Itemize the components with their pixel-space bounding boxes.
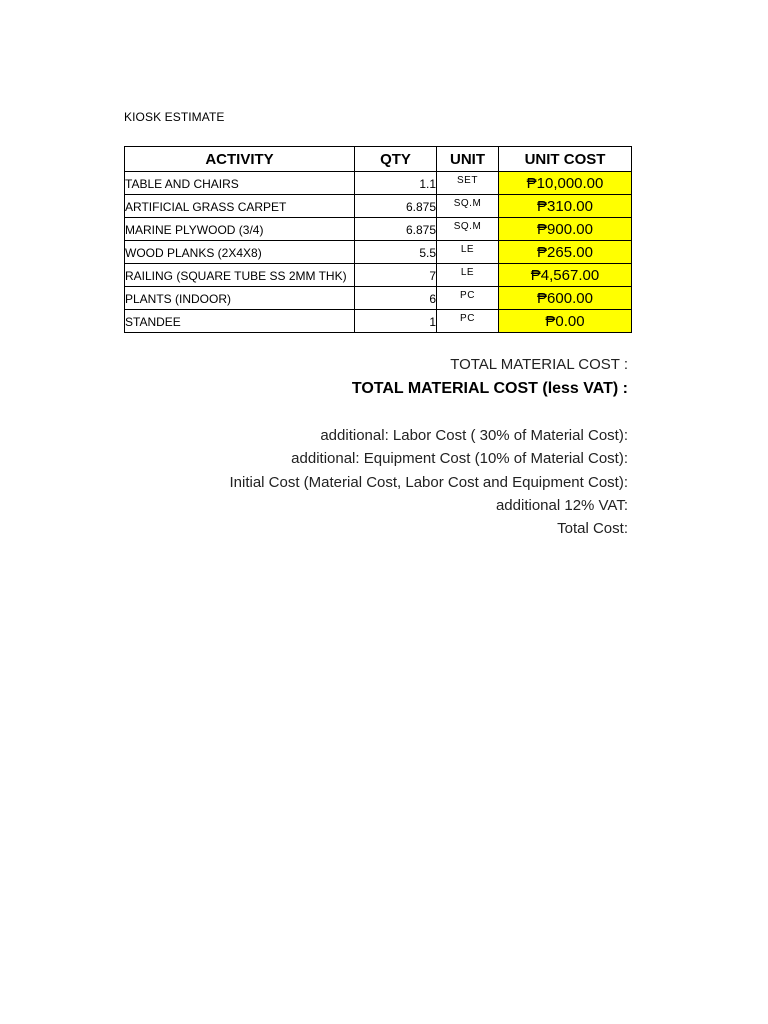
qty-cell: 5.5 bbox=[355, 241, 437, 264]
table-header-row bbox=[125, 147, 632, 172]
unit-cell: LE bbox=[437, 264, 499, 287]
unit-cost-cell: ₱310.00 bbox=[499, 195, 632, 218]
qty-cell: 7 bbox=[355, 264, 437, 287]
table-row bbox=[125, 218, 632, 241]
header-unit: UNIT bbox=[437, 147, 499, 172]
table-row bbox=[125, 241, 632, 264]
header-qty: QTY bbox=[355, 147, 437, 172]
vat-label: additional 12% VAT: bbox=[495, 497, 628, 514]
total-material-cost-label: TOTAL MATERIAL COST : bbox=[450, 356, 628, 373]
document-title: KIOSK ESTIMATE bbox=[124, 110, 225, 124]
unit-cost-cell: ₱600.00 bbox=[499, 287, 632, 310]
unit-cell: LE bbox=[437, 241, 499, 264]
activity-cell: MARINE PLYWOOD (3/4) bbox=[125, 218, 355, 241]
estimate-table bbox=[124, 146, 632, 333]
qty-cell: 6 bbox=[355, 287, 437, 310]
total-cost-label: Total Cost: bbox=[557, 520, 628, 537]
table-row bbox=[125, 264, 632, 287]
activity-cell: TABLE AND CHAIRS bbox=[125, 172, 355, 195]
qty-cell: 6.875 bbox=[355, 195, 437, 218]
unit-cost-cell: ₱900.00 bbox=[499, 218, 632, 241]
equipment-cost-label: additional: Equipment Cost (10% of Material Cost): bbox=[291, 450, 628, 467]
unit-cell: PC bbox=[437, 287, 499, 310]
activity-cell: RAILING (SQUARE TUBE SS 2MM THK) bbox=[125, 264, 355, 287]
qty-cell: 1.1 bbox=[355, 172, 437, 195]
unit-cost-cell: ₱10,000.00 bbox=[499, 172, 632, 195]
activity-cell: PLANTS (INDOOR) bbox=[125, 287, 355, 310]
activity-cell: WOOD PLANKS (2X4X8) bbox=[125, 241, 355, 264]
unit-cell: PC bbox=[437, 310, 499, 333]
qty-cell: 1 bbox=[355, 310, 437, 333]
table-row bbox=[125, 310, 632, 333]
qty-cell: 6.875 bbox=[355, 218, 437, 241]
activity-cell: STANDEE bbox=[125, 310, 355, 333]
unit-cell: SQ.M bbox=[437, 218, 499, 241]
unit-cost-cell: ₱4,567.00 bbox=[499, 264, 632, 287]
table-row bbox=[125, 195, 632, 218]
table-row bbox=[125, 287, 632, 310]
total-material-cost-less-vat-label: TOTAL MATERIAL COST (less VAT) : bbox=[351, 380, 628, 397]
table-row bbox=[125, 172, 632, 195]
activity-cell: ARTIFICIAL GRASS CARPET bbox=[125, 195, 355, 218]
header-unit-cost: UNIT COST bbox=[499, 147, 632, 172]
unit-cell: SET bbox=[437, 172, 499, 195]
unit-cost-cell: ₱265.00 bbox=[499, 241, 632, 264]
labor-cost-label: additional: Labor Cost ( 30% of Material Cost): bbox=[320, 427, 628, 444]
initial-cost-label: Initial Cost (Material Cost, Labor Cost and Equipment Cost): bbox=[229, 474, 628, 491]
unit-cell: SQ.M bbox=[437, 195, 499, 218]
unit-cost-cell: ₱0.00 bbox=[499, 310, 632, 333]
header-activity: ACTIVITY bbox=[125, 147, 355, 172]
